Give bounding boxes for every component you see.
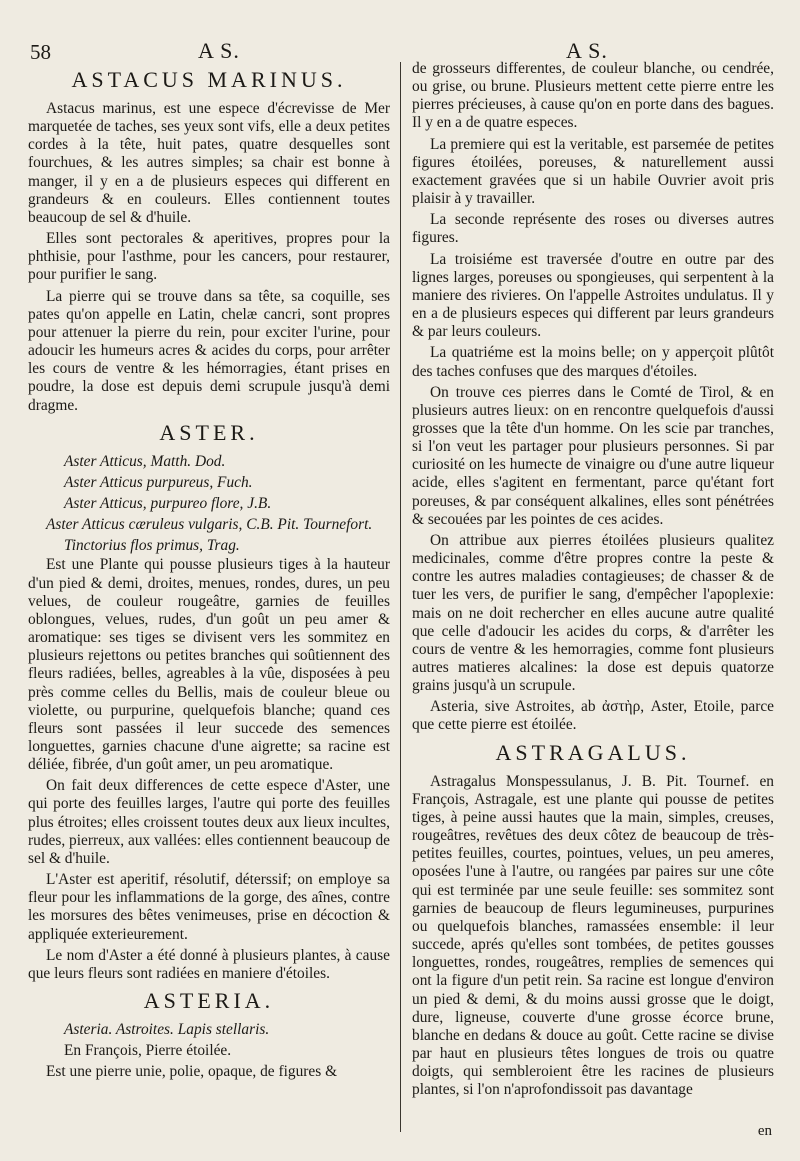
aster-synonym-1: Aster Atticus, Matth. Dod. bbox=[64, 452, 226, 470]
astragalus-paragraph-1: Astragalus Monspessulanus, J. B. Pit. Tournef. en François, Astragale, est une plante qui pousse de petites tiges, à peine aussi hautes que la main, simples, creuses, rougeâtres, revêtues des deux côtez de beaucoup de très-petites feuilles, courtes, pointues, velues, un peu ameres, oposées l'une à l'autre, ou rangées par paires sur une côte qui est terminée par une seule feuille: ses sommitez sont garnies de beaucoup de fleurs legumineuses, purpurines ou quelquefois blanches, ramassées ensemble: il leur succede, aprés qu'elles sont tombées, de petites gousses longuettes, rondes, rougeâtres, remplies de semences qui ont la figure d'un petit rein. Sa racine est longue d'environ un pied & demi, & du moins aussi grosse que le doigt, dure, ligneuse, couverte d'une grosse écorce brune, blanche en dedans & douce au goût. Cette racine se divise par haut en plusieurs têtes longues de trois ou quatre doigts, qui sembleroient être les racines de plusieurs plantes, si l'on n'aprofondissoit pas davantage bbox=[412, 772, 774, 1099]
entry-title-aster: ASTER. bbox=[159, 419, 259, 445]
asteria-paragraph-6: La quatriéme est la moins belle; on y apperçoit plûtôt des taches confuses que des marques d'étoiles. bbox=[412, 344, 774, 380]
aster-paragraph-3: L'Aster est aperitif, résolutif, déterssif; on employe sa fleur pour les inflammations de la gorge, des aînes, contre les morsures des bêtes venimeuses, prise en décoction & appliquée exterieurement. bbox=[28, 871, 390, 943]
aster-paragraph-2: On fait deux differences de cette espece d'Aster, une qui porte des feuilles larges, l'autre qui porte des feuilles plus étroites; elles croissent toutes deux aux lieux incultes, rudes, pierreux, aux vallées: elles contiennent beaucoup de sel & d'huile. bbox=[28, 777, 390, 867]
asteria-synonym-1: Asteria. Astroites. Lapis stellaris. bbox=[64, 1021, 270, 1039]
page-number: 58 bbox=[30, 40, 51, 64]
entry-title-astragalus: ASTRAGALUS. bbox=[495, 739, 691, 765]
asteria-paragraph-1: Est une pierre unie, polie, opaque, de figures & bbox=[46, 1063, 338, 1081]
aster-synonym-5: Tinctorius flos primus, Trag. bbox=[64, 537, 240, 555]
astacus-paragraph-1: Astacus marinus, est une espece d'écrevisse de Mer marquetée de taches, ses yeux sont vifs, elle a deux petites cordes à la tête, huit pates, quatre desquelles sont fourchues, & les autres simples; sa chair est bonne à manger, il y en a de plusieurs especes qui different en grandeurs & en couleurs. Elles contiennent toutes beaucoup de sel & d'huile. bbox=[28, 100, 390, 226]
aster-synonym-4: Aster Atticus cæruleus vulgaris, C.B. Pit. Tournefort. bbox=[46, 516, 373, 534]
astacus-paragraph-3: La pierre qui se trouve dans sa tête, sa coquille, ses pates qu'on appelle en Latin, chelæ cancri, sont propres pour attenuer la pierre du rein, pour exciter l'urine, pour adoucir les humeurs acres & acides du corps, pour arrêter les cours de ventre & les hémorragies, étant prises en poudre, la dose est depuis demi scrupule jusqu'à demi dragme. bbox=[28, 287, 390, 414]
aster-paragraph-4: Le nom d'Aster a été donné à plusieurs plantes, à cause que leurs fleurs sont radiées en maniere d'étoiles. bbox=[28, 946, 390, 982]
asteria-paragraph-7: On trouve ces pierres dans le Comté de Tirol, & en plusieurs autres lieux: on en rencontre quelquefois d'aussi grosses que la tête d'un homme. On les scie par tranches, si l'on veut les partager pour plusieurs personnes. Si par curiosité on les humecte de vinaigre ou d'une autre liqueur acide, elles s'agitent en fermentant, parce qu'étant fort poreuses, & par conséquent alkalines, elles sont pénétrées & secouées par les pointes de ces acides. bbox=[412, 383, 774, 528]
catchword: en bbox=[757, 1123, 772, 1139]
aster-paragraph-1: Est une Plante qui pousse plusieurs tiges à la hauteur d'un pied & demi, droites, menues, rondes, dures, un peu velues, de couleur rougeâtre, garnies de feuilles oblongues, velues, rudes, d'un goût un peu amer & aromatique: ses tiges se divisent vers les sommitez en plusieurs rejettons ou petites branches qui soûtiennent des fleurs radiées, belles, agreables à la vûe, disposées à peu près comme celles du Bellis, mais de couleur bleue ou violette, ou purpurine, quelquefois blanche; quand ces fleurs sont passées il leur succede des semences longuettes, garnies chacune d'une aigrette; sa racine est déliée, fibrée, d'un goût amer, un peu aromatique. bbox=[28, 556, 390, 774]
running-head-right: A S. bbox=[566, 38, 608, 63]
asteria-synonym-2: En François, Pierre étoilée. bbox=[64, 1042, 232, 1060]
asteria-etymology: Asteria, sive Astroites, ab ἀστὴρ, Aster, Etoile, parce que cette pierre est étoilée. bbox=[412, 698, 774, 734]
aster-synonym-2: Aster Atticus purpureus, Fuch. bbox=[64, 473, 253, 491]
running-head-left: A S. bbox=[198, 38, 240, 63]
asteria-paragraph-5: La troisiéme est traversée d'outre en outre par des lignes larges, poreuses ou spongieuses, qui serpentent à la maniere des rivieres. On l'appelle Astroites undulatus. Il y en a de plusieurs especes qui different par leurs grandeurs & par leurs couleurs. bbox=[412, 250, 774, 341]
left-column bbox=[28, 60, 390, 1085]
aster-synonym-3: Aster Atticus, purpureo flore, J.B. bbox=[64, 494, 272, 512]
entry-title-astacus: ASTACUS MARINUS. bbox=[71, 67, 347, 92]
asteria-paragraph-3: La premiere qui est la veritable, est parsemée de petites figures étoilées, poreuses, & naturellement aussi exactement gravées que si un habile Ouvrier avoit pris plaisir à y travailler. bbox=[412, 135, 774, 208]
asteria-paragraph-8: On attribue aux pierres étoilées plusieurs qualitez medicinales, comme d'être propres contre la peste & contre les autres maladies contagieuses; de chasser & de tuer les vers, de purifier le sang, d'empêcher l'apoplexie: mais on ne doit rechercher en elles aucune autre qualité que celle d'adoucir les acides du corps, & d'arrêter les cours de ventre & les hemorragies, comme font plusieurs autres matieres alcalines: la dose est depuis quatorze grains jusqu'à un scrupule. bbox=[412, 531, 774, 695]
right-column bbox=[412, 60, 774, 1102]
column-divider bbox=[400, 62, 401, 1132]
astacus-paragraph-2: Elles sont pectorales & aperitives, propres pour la phthisie, pour l'asthme, pour les cancers, pour restaurer, pour purifier le sang. bbox=[28, 230, 390, 284]
asteria-paragraph-2: de grosseurs differentes, de couleur blanche, ou cendrée, ou grise, ou brune. Plusieurs mettent cette pierre entre les pierres précieuses, à cause qu'on en porte dans des bagues. Il y en a de quatre especes. bbox=[412, 60, 774, 132]
entry-title-asteria: ASTERIA. bbox=[143, 988, 275, 1014]
asteria-paragraph-4: La seconde représente des roses ou diverses autres figures. bbox=[412, 211, 774, 247]
